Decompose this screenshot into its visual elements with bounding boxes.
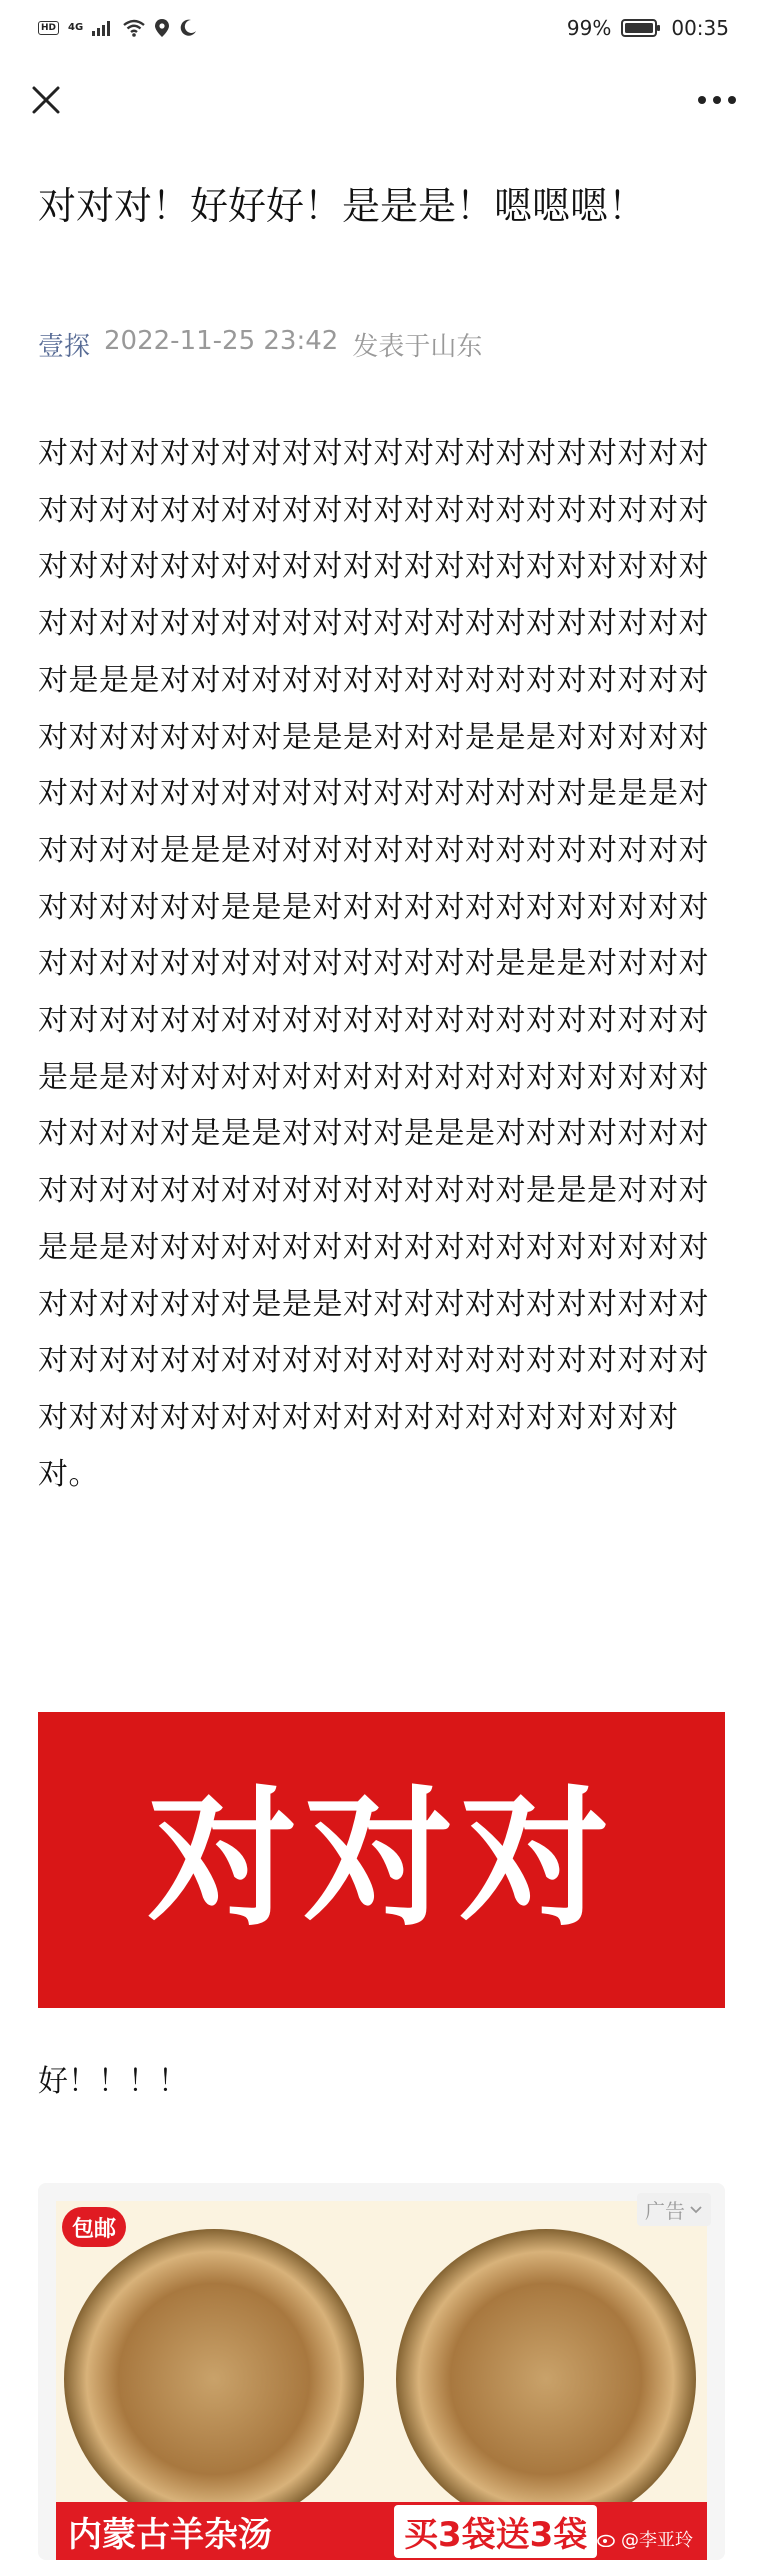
wifi-icon: [123, 19, 145, 37]
close-icon[interactable]: [31, 85, 61, 115]
ad-label-button[interactable]: [637, 2193, 711, 2226]
weibo-watermark: [597, 2526, 693, 2552]
ad-promo-text: 买3袋送3袋: [394, 2505, 597, 2558]
ad-product-name: 内蒙古羊杂汤: [68, 2514, 272, 2555]
soup-bowl-image: [396, 2229, 696, 2529]
more-button[interactable]: [695, 78, 739, 122]
status-bar: [0, 0, 763, 56]
network-type: 4G: [68, 22, 84, 33]
chevron-down-icon: [689, 2205, 703, 2215]
ad-card[interactable]: [38, 2183, 725, 2560]
watermark-text: @李亚玲: [621, 2530, 693, 2551]
author-link[interactable]: 壹探: [38, 332, 91, 362]
ad-image[interactable]: [56, 2201, 707, 2560]
location-icon: [154, 18, 170, 38]
status-left: [38, 18, 197, 38]
banner-text: 对对对: [147, 1773, 616, 1947]
free-shipping-badge: 包邮: [62, 2207, 126, 2247]
article-banner-image: [38, 1712, 725, 2008]
battery-icon: [621, 18, 661, 38]
nav-bar: [0, 56, 763, 144]
hd-badge: HD: [38, 21, 59, 35]
article-meta: [38, 326, 482, 363]
ad-label-text: 广告: [645, 2199, 685, 2223]
weibo-icon: [597, 2531, 617, 2547]
article-title: 对对对！好好好！是是是！嗯嗯嗯！: [38, 184, 647, 228]
moon-icon: [179, 19, 197, 37]
publish-location: 发表于山东: [352, 332, 483, 362]
article-closing-text: 好！！！！: [38, 2064, 188, 2099]
signal-icon: [92, 20, 114, 36]
publish-datetime: 2022-11-25 23:42: [104, 326, 339, 356]
soup-bowl-image: [64, 2229, 364, 2529]
clock: 00:35: [671, 16, 729, 40]
more-icon[interactable]: [697, 95, 737, 105]
close-button[interactable]: [24, 78, 68, 122]
battery-percent: 99%: [566, 16, 612, 40]
article-body: 对对对对对对对对对对对对对对对对对对对对对对对对对对对对对对对对对对对对对对对对对对对对对对对对对对对对对对对对对对对对对对对对对对对对对对对对对对对对对对对对对对对对对对对对对是是是对对对对对对对对对对对对对对对对对对对对对对对对对对是是是对对对是是是对对对对对对对对对对对对对对对对对对对对对对对是是是对对对对对是是是对对对对对对对对对对对对对对对对对对对对对是是是对对对对对对对对对对对对对对对对对对对对对对对对对对对对是是是对对对对对对对对对对对对对对对对对对对对对对对对对对是是是对对对对对对对对对对对对对对对对对对对对对对对对是是是对对对对是是是对对对对对对对对对对对对对对对对对对对对对对对是是是对对对是是是对对对对对对对对对对对对对对对对对对对对对对对对对对是是是对对对对对对对对对对对对对对对对对对对对对对对对对对对对对对对对对对对对对对对对对对对对对对对对对对对对对对对对。: [38, 436, 709, 1492]
status-right: [567, 16, 729, 40]
